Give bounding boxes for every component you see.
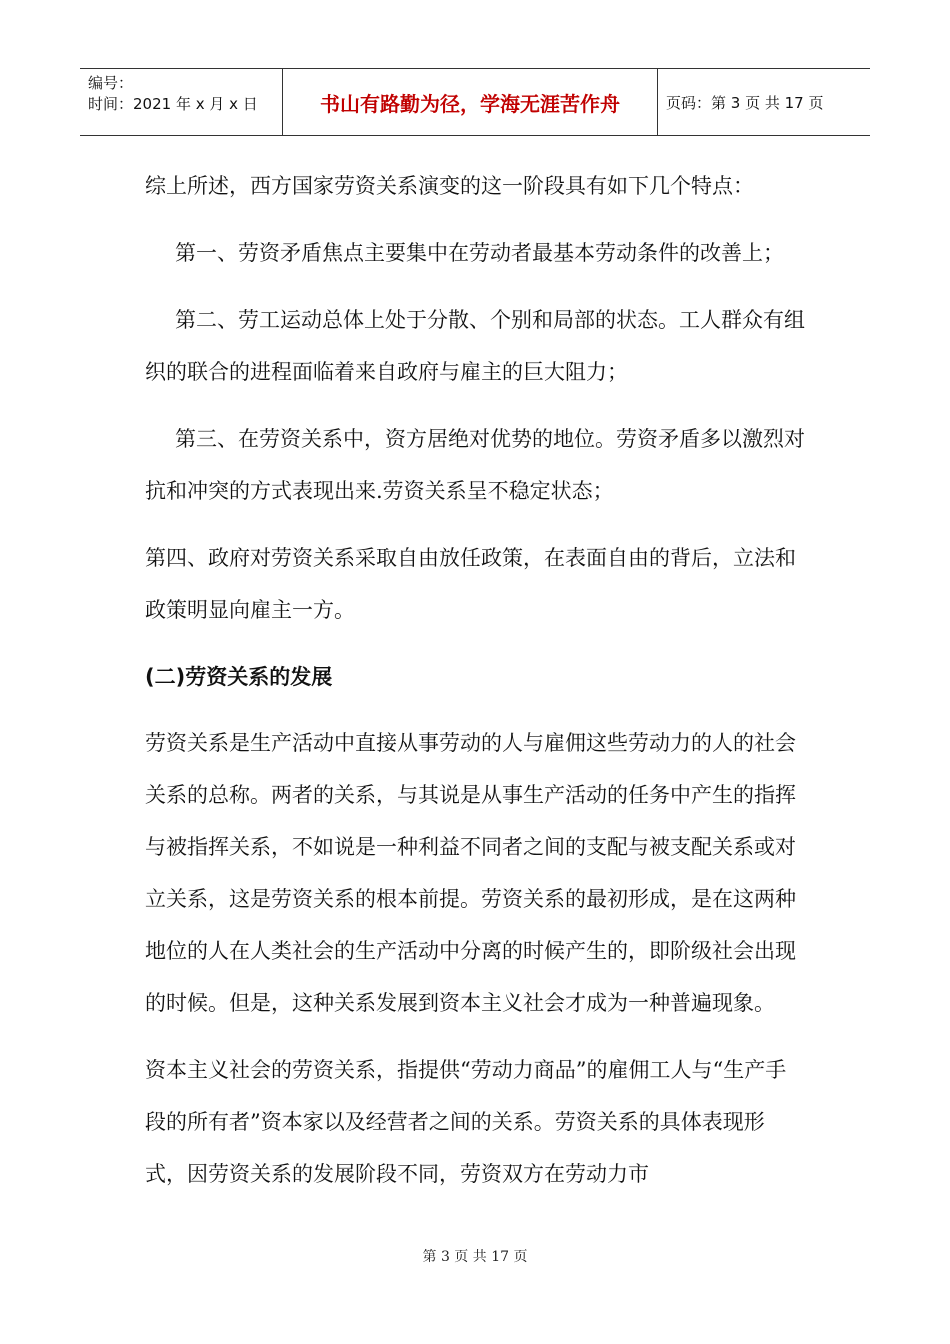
document-body — [145, 160, 805, 1215]
paragraph-definition: 劳资关系是生产活动中直接从事劳动的人与雇佣这些劳动力的人的社会关系的总称。两者的关系，与其说是从事生产活动的任务中产生的指挥与被指挥关系，不如说是一种利益不同者之间的支配与被支配关系或对立关系，这是劳资关系的根本前提。劳资关系的最初形成，是在这两种地位的人在人类社会的生产活动中分离的时候产生的，即阶级社会出现的时候。但是，这种关系发展到资本主义社会才成为一种普遍现象。 — [145, 731, 796, 1015]
paragraph-capitalist-relations: 资本主义社会的劳资关系，指提供“劳动力商品”的雇佣工人与“生产手段的所有者”资本家以及经营者之间的关系。劳资关系的具体表现形式，因劳资关系的发展阶段不同，劳资双方在劳动力市 — [145, 1058, 787, 1186]
page-header — [80, 68, 870, 136]
paragraph-point-3: 第三、在劳资关系中，资方居绝对优势的地位。劳资矛盾多以激烈对抗和冲突的方式表现出来.劳资关系呈不稳定状态； — [145, 427, 805, 503]
paragraph-summary: 综上所述，西方国家劳资关系演变的这一阶段具有如下几个特点： — [145, 174, 754, 198]
section-heading: (二)劳资关系的发展 — [145, 665, 333, 689]
header-motto: 书山有路勤为径，学海无涯苦作舟 — [282, 69, 658, 135]
page-footer: 第 3 页 共 17 页 — [422, 1249, 528, 1265]
paragraph-point-1: 第一、劳资矛盾焦点主要集中在劳动者最基本劳动条件的改善上； — [175, 241, 784, 265]
document-number-label: 编号： — [88, 74, 134, 92]
paragraph-point-4: 第四、政府对劳资关系采取自由放任政策，在表面自由的背后，立法和政策明显向雇主一方。 — [145, 546, 796, 622]
document-date: 时间：2021 年 x 月 x 日 — [88, 95, 258, 113]
paragraph-point-2: 第二、劳工运动总体上处于分散、个别和局部的状态。工人群众有组织的联合的进程面临着来自政府与雇主的巨大阻力； — [145, 308, 805, 384]
header-page-number: 页码：第 3 页 共 17 页 — [666, 93, 824, 112]
header-meta — [80, 69, 282, 135]
